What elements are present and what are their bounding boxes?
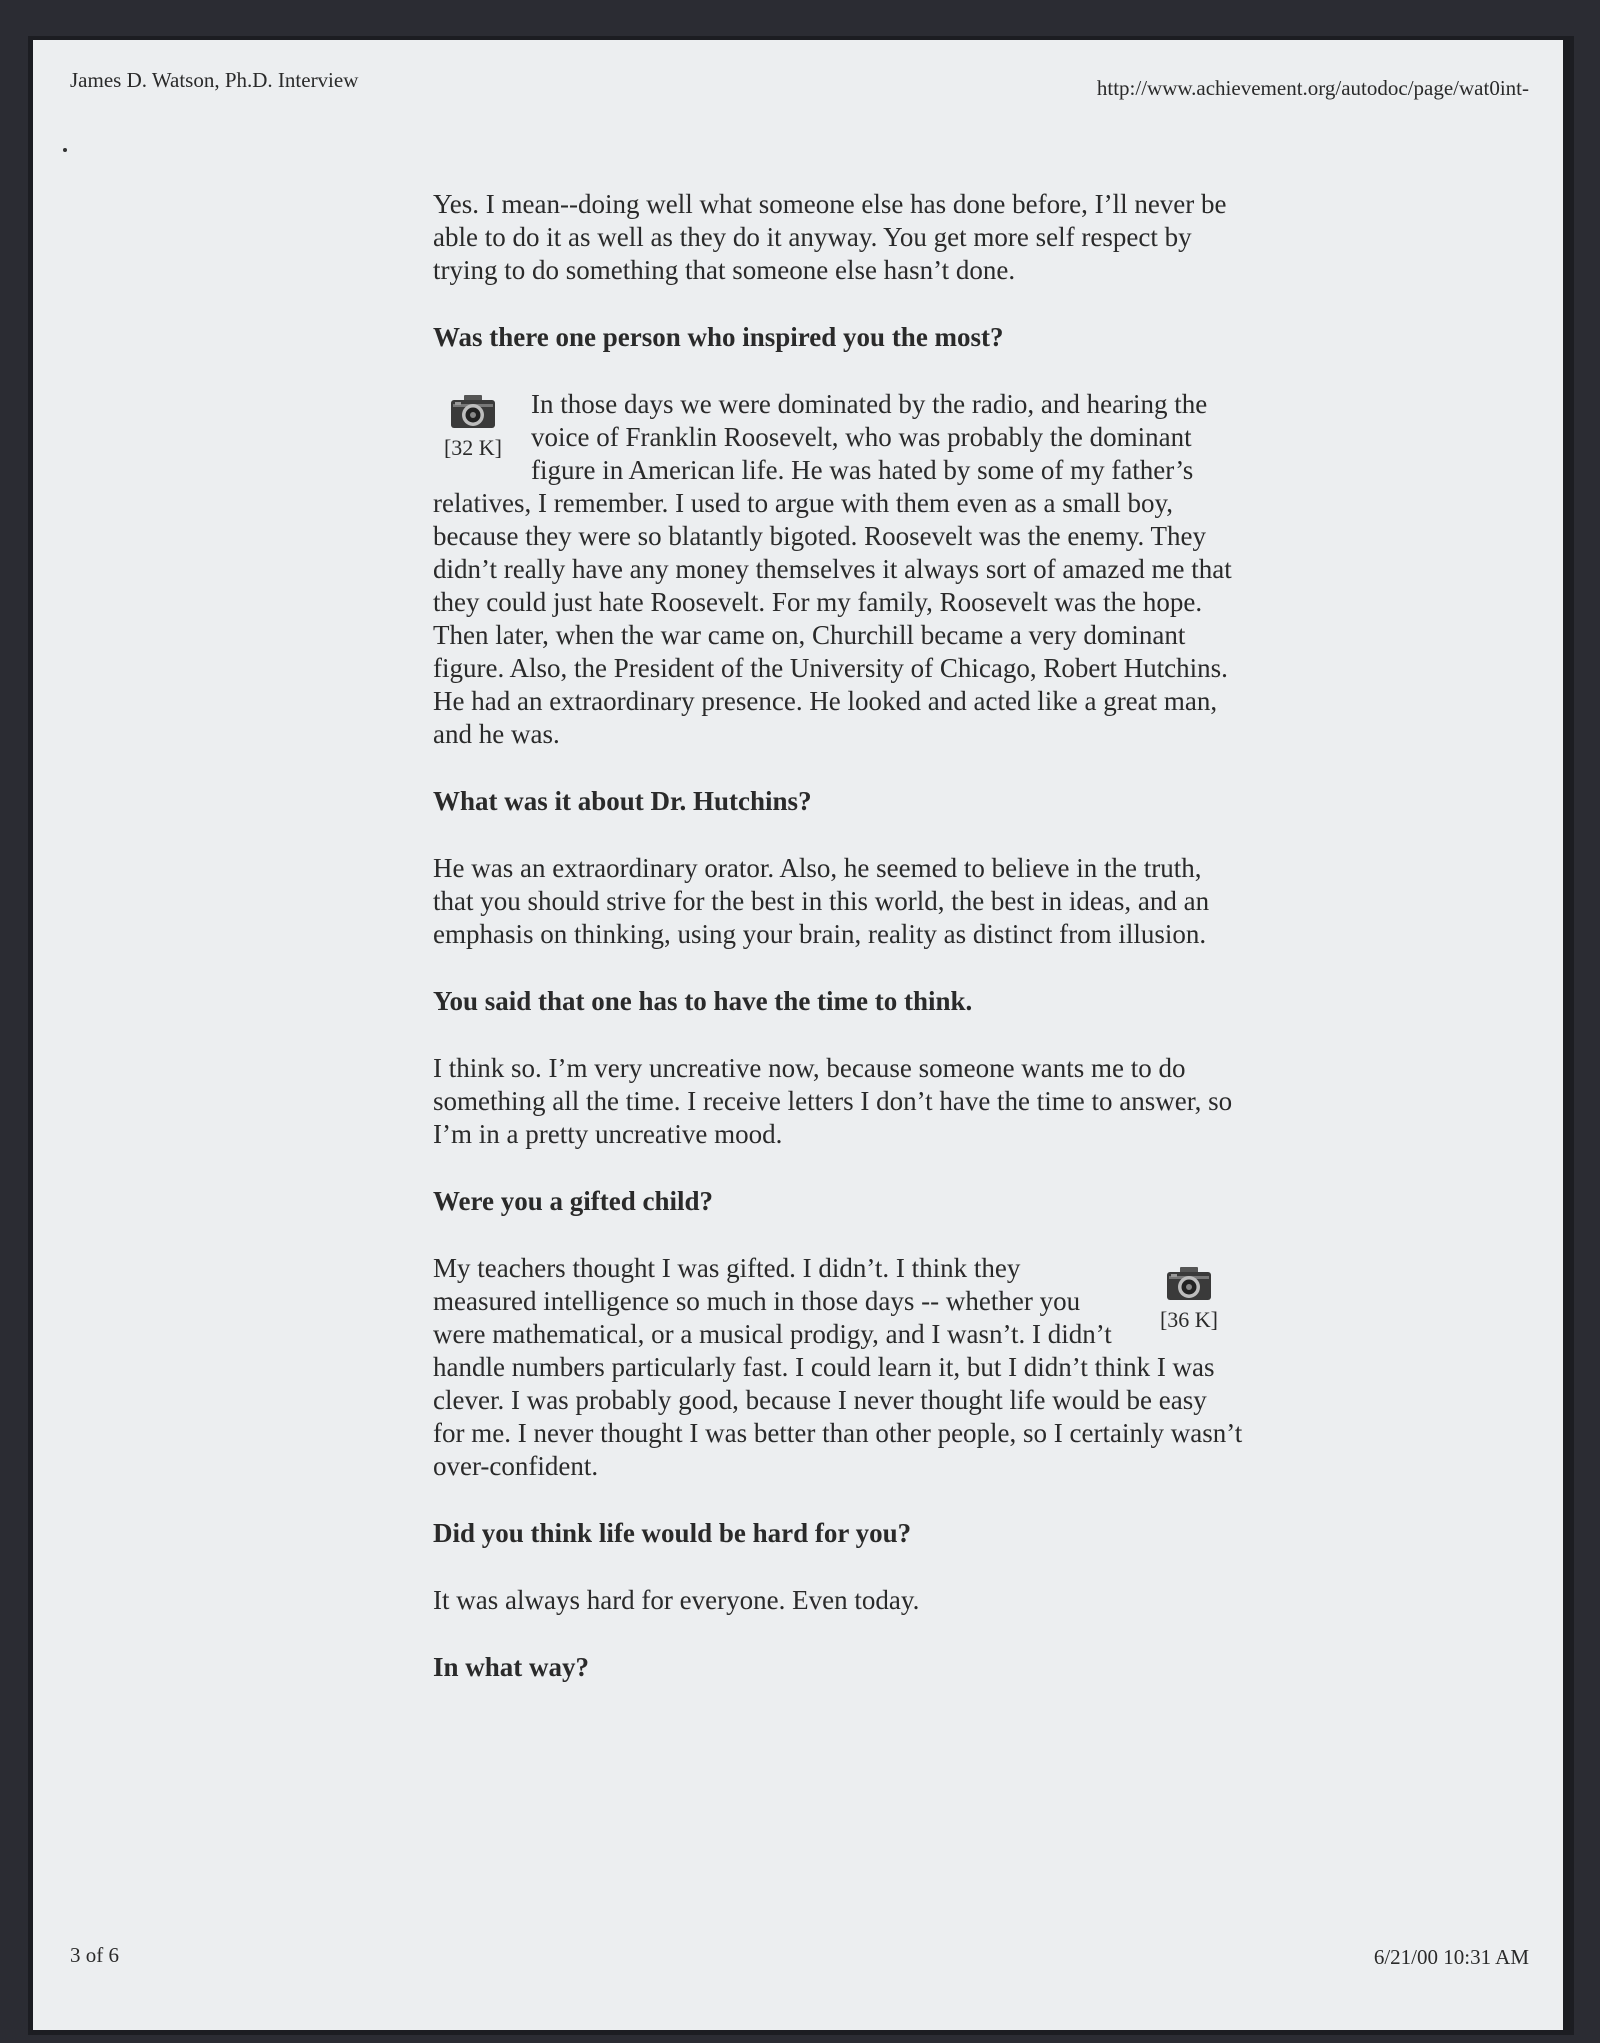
stray-mark bbox=[63, 148, 67, 152]
question: In what way? bbox=[433, 1652, 590, 1682]
photo-size-label: [36 K] bbox=[1159, 1307, 1219, 1332]
photo-size-label: [32 K] bbox=[443, 435, 503, 460]
question: What was it about Dr. Hutchins? bbox=[433, 786, 812, 816]
answer-paragraph: My teachers thought I was gifted. I didn’t. I think they measured intelligence so much in those days -- whether you were mathematical, or a musical prodigy, and I wasn’t. I didn’t handle numbers particularly fast. I could learn it, but I didn’t think I was clever. I was probably good, because I never thought life would be easy for me. I never thought I was better than other people, so I certainly wasn’t over-confident. bbox=[433, 1253, 1243, 1481]
answer-paragraph: Yes. I mean--doing well what someone else has done before, I’ll never be able to do it as well as they do it anyway. You get more self respect by trying to do something that someone else hasn’t done. bbox=[433, 189, 1227, 285]
question: Did you think life would be hard for you? bbox=[433, 1518, 912, 1548]
question: You said that one has to have the time to think. bbox=[433, 986, 973, 1016]
page-number: 3 of 6 bbox=[70, 1943, 119, 1967]
answer-paragraph: I think so. I’m very uncreative now, because someone wants me to do something all the time. I receive letters I don’t have the time to answer, so I’m in a pretty uncreative mood. bbox=[433, 1053, 1233, 1149]
page-title: James D. Watson, Ph.D. Interview bbox=[70, 68, 359, 92]
camera-icon bbox=[450, 394, 496, 430]
interview-body bbox=[433, 188, 1243, 1718]
document-page bbox=[33, 40, 1563, 2030]
photo-link-2[interactable] bbox=[1149, 1266, 1229, 1332]
answer-paragraph: He was an extraordinary orator. Also, he seemed to believe in the truth, that you should strive for the best in this world, the best in ideas, and an emphasis on thinking, using your brain, reality as distinct from illusion. bbox=[433, 853, 1210, 949]
print-timestamp: 6/21/00 10:31 AM bbox=[1373, 1945, 1529, 1969]
answer-paragraph: In those days we were dominated by the radio, and hearing the voice of Franklin Roosevelt, who was probably the dominant figure in American life. He was hated by some of my father’s relatives, I remember. I used to argue with them even as a small boy, because they were so blatantly bigoted. Roosevelt was the enemy. They didn’t really have any money themselves it always sort of amazed me that they could just hate Roosevelt. For my family, Roosevelt was the hope. Then later, when the war came on, Churchill became a very dominant figure. Also, the President of the University of Chicago, Robert Hutchins. He had an extraordinary presence. He looked and acted like a great man, and he was. bbox=[433, 389, 1232, 749]
page-url: http://www.achievement.org/autodoc/page/wat0int- bbox=[1096, 76, 1529, 100]
camera-icon bbox=[1166, 1266, 1212, 1302]
question: Was there one person who inspired you the most? bbox=[433, 322, 1004, 352]
photo-link-1[interactable] bbox=[433, 394, 513, 460]
question: Were you a gifted child? bbox=[433, 1186, 713, 1216]
answer-paragraph: It was always hard for everyone. Even today. bbox=[433, 1585, 920, 1615]
